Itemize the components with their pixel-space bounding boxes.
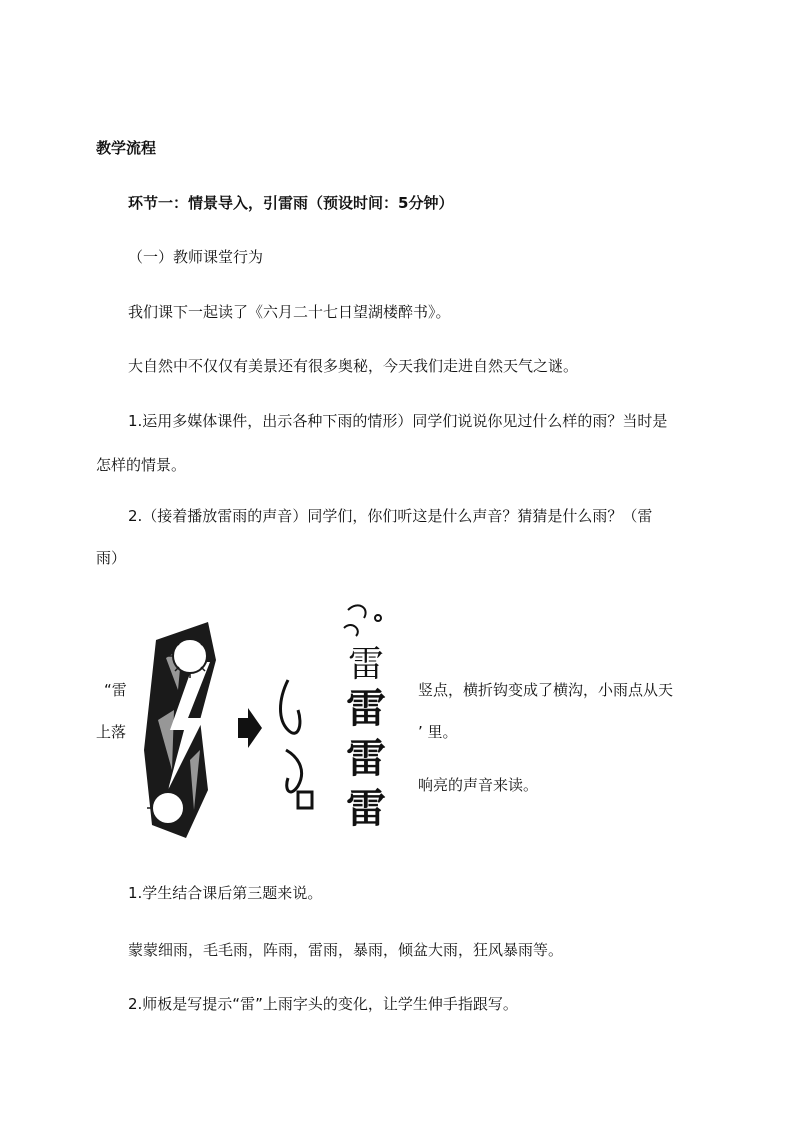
figure-left-line-2: 上落 [96, 723, 127, 741]
after-paragraph-1: 1.学生结合课后第三题来说。 [128, 884, 323, 902]
glyph-modern: 雷 [346, 786, 386, 832]
figure-right-line-1: 竖点，横折钩变成了横沟，小雨点从天 [418, 681, 674, 699]
paragraph-3-line-2: 怎样的情景。 [96, 456, 187, 474]
figure-right-line-2: ’ 里。 [418, 723, 458, 741]
lei-character-evolution-figure [138, 600, 408, 840]
after-paragraph-2: 蒙蒙细雨，毛毛雨，阵雨，雷雨，暴雨，倾盆大雨，狂风暴雨等。 [128, 941, 564, 959]
arrow-right-icon [238, 708, 262, 748]
figure-right-line-3: 响亮的声音来读。 [418, 776, 539, 794]
sub-heading: （一）教师课堂行为 [128, 248, 264, 266]
glyph-clerical: 雷 [346, 685, 386, 732]
section-title: 教学流程 [96, 139, 157, 157]
glyph-small-seal: 雷 [347, 644, 385, 685]
paragraph-4-line-1: 2.（接着播放雷雨的声音）同学们，你们听这是什么声音？猜猜是什么雨？（雷 [128, 507, 653, 525]
step-heading: 环节一：情景导入，引雷雨（预设时间：5分钟） [128, 194, 454, 212]
paragraph-1: 我们课下一起读了《六月二十七日望湖楼醉书》。 [128, 303, 451, 321]
oracle-bone-glyph [281, 680, 313, 808]
figure-left-line-1: “雷 [104, 681, 127, 699]
paragraph-3-line-1: 1.运用多媒体课件，出示各种下雨的情形）同学们说说你见过什么样的雨？当时是 [128, 412, 668, 430]
paragraph-4-line-2: 雨） [96, 549, 127, 567]
glyph-regular: 雷 [346, 736, 386, 782]
after-paragraph-3: 2.师板是写提示“雷”上雨字头的变化，让学生伸手指跟写。 [128, 995, 518, 1013]
seal-swirl-icon [344, 605, 381, 636]
paragraph-2: 大自然中不仅仅有美景还有很多奥秘，今天我们走进自然天气之谜。 [128, 357, 579, 375]
